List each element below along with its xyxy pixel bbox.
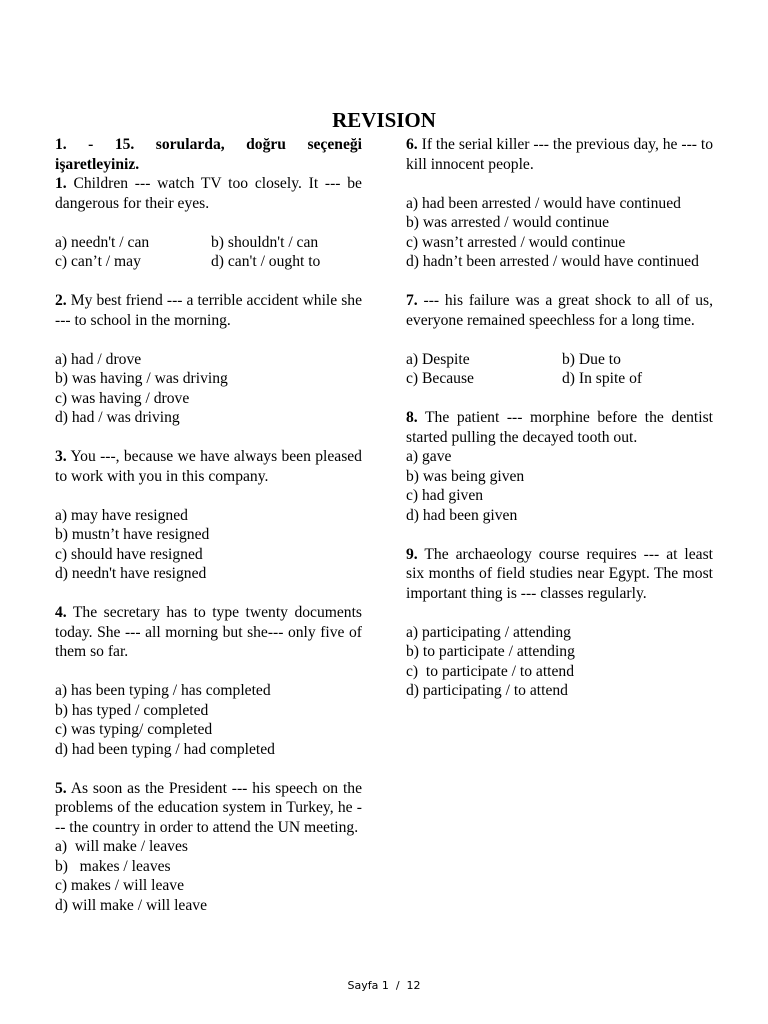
question-6 [406, 135, 713, 272]
question-3 [55, 447, 362, 584]
option-b: b) was arrested / would continue [406, 214, 610, 231]
option-d: d) will make / will leave [55, 896, 207, 914]
option-a: a) Despite [406, 350, 470, 368]
option-d: d) had / was driving [55, 409, 180, 426]
question-8 [406, 408, 713, 525]
option-b: b) makes / leaves [55, 857, 171, 875]
option-a: a) participating / attending [406, 623, 571, 641]
question-text: My best friend --- a terrible accident while she --- to school in the morning. [55, 292, 362, 329]
option-c: c) was having / drove [55, 389, 190, 407]
question-5 [55, 779, 362, 916]
page-title: REVISION [332, 108, 436, 132]
option-b: b) was being given [406, 467, 525, 485]
option-b: b) to participate / attending [406, 643, 575, 660]
instruction: 1. - 15. sorularda, doğru seçeneği işaretleyiniz. [55, 136, 362, 173]
question-text: You ---, because we have always been pleased to work with you in this company. [55, 448, 362, 485]
option-a: a) has been typing / has completed [55, 682, 271, 699]
option-a: a) may have resigned [55, 506, 188, 524]
option-d: d) had been given [406, 506, 518, 524]
option-b: b) shouldn't / can [211, 233, 319, 251]
option-c: c) to participate / to attend [406, 662, 574, 680]
option-a: a) needn't / can [55, 233, 150, 251]
option-c: c) Because [406, 370, 474, 387]
question-text: If the serial killer --- the previous day, he --- to kill innocent people. [406, 136, 713, 173]
option-b: b) has typed / completed [55, 701, 209, 719]
option-d: d) needn't have resigned [55, 565, 207, 582]
option-c: c) should have resigned [55, 545, 203, 563]
option-c: c) can’t / may [55, 253, 141, 270]
option-d: d) hadn’t been arrested / would have continued [406, 253, 699, 270]
question-number: 2. [55, 292, 67, 309]
question-text: As soon as the President --- his speech on the problems of the education system in Turkey, he --- the country in order to attend the UN meeting. [55, 779, 362, 836]
option-a: a) will make / leaves [55, 838, 188, 855]
option-d: d) can't / ought to [211, 253, 321, 270]
question-number: 1. [55, 175, 67, 192]
option-a: a) had / drove [55, 350, 142, 368]
option-b: b) was having / was driving [55, 370, 228, 387]
option-c: c) wasn’t arrested / would continue [406, 233, 626, 251]
question-number: 5. [55, 779, 67, 797]
option-a: a) gave [406, 448, 452, 465]
option-b: b) mustn’t have resigned [55, 526, 210, 543]
question-4 [55, 603, 362, 759]
option-c: c) was typing/ completed [55, 721, 213, 738]
question-9 [406, 545, 713, 701]
question-2 [55, 291, 362, 428]
question-7 [406, 291, 713, 389]
question-text: The archaeology course requires --- at least six months of field studies near Egypt. The most important thing is --- classes regularly. [406, 545, 713, 602]
question-number: 8. [406, 409, 418, 426]
question-number: 6. [406, 136, 418, 153]
question-number: 7. [406, 292, 418, 309]
option-b: b) Due to [562, 350, 621, 368]
option-a: a) had been arrested / would have continued [406, 194, 681, 212]
option-c: c) makes / will leave [55, 877, 185, 894]
option-d: d) participating / to attend [406, 682, 568, 699]
question-number: 3. [55, 448, 67, 465]
right-column [406, 135, 713, 701]
question-number: 9. [406, 545, 418, 563]
question-text: --- his failure was a great shock to all of us, everyone remained speechless for a long time. [406, 292, 714, 329]
page-number: Sayfa 1 / 12 [347, 979, 421, 992]
option-d: d) had been typing / had completed [55, 740, 275, 758]
left-column [55, 135, 362, 915]
question-text: The patient --- morphine before the dentist started pulling the decayed tooth out. [406, 409, 713, 446]
option-c: c) had given [406, 487, 484, 504]
question-text: Children --- watch TV too closely. It --- be dangerous for their eyes. [55, 175, 362, 212]
option-d: d) In spite of [562, 370, 643, 387]
question-text: The secretary has to type twenty documents today. She --- all morning but she--- only five of them so far. [55, 604, 363, 660]
question-1 [55, 174, 362, 272]
question-number: 4. [55, 604, 67, 621]
